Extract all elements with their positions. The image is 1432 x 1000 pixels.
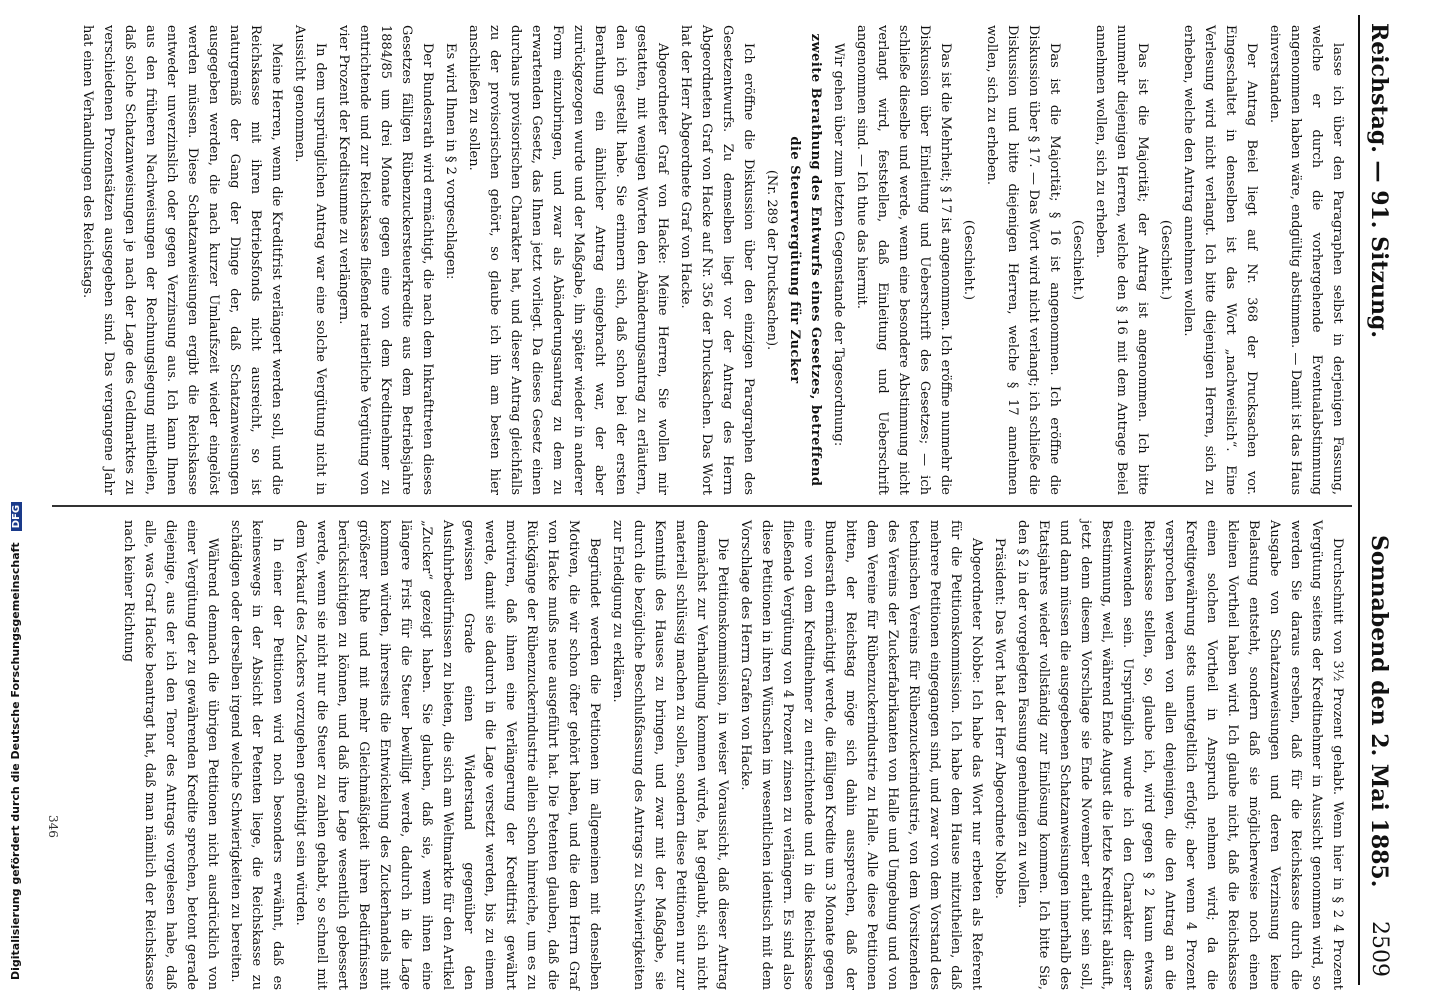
left-column-paragraph: (Geschieht.) [961,219,976,301]
left-column-paragraph: lasse ich über den Paragraphen selbst in derjenigen Fassung, welche er durch die vorhergehende Eventualabstimmung angenommen haben wäre, endgültig abstimmen. — Damit ist das Haus einverstanden. [1267,25,1345,495]
page-header [1358,15,1400,985]
header-page-number: 2509 [1367,921,1392,977]
right-column-paragraph: In einer der Petitionen wird noch besonders erwähnt, daß es keineswegs in der Absicht der Petenten liege, die Reichskasse zu schädigen oder derselben irgend welche Schwierigkeiten zu bereiten. [228,520,285,990]
left-column-paragraph: Das ist die Majorität; § 16 ist angenommen. Ich eröffne die Diskussion über § 17. — Das Wort wird nicht verlangt; ich schließe die Diskussion und bitte diejenigen Herren, welche § 17 annehmen wollen, sich zu erheben. [984,25,1062,495]
header-date: Sonnabend den 2. Mai 1885. [1366,535,1392,888]
left-column-paragraph: Meine Herren, wenn die Kreditfrist verlängert werden soll, und die Reichskasse mit ihren Betriebsfonds nicht ausreicht, so ist naturgemäß der Gang der Dinge der, daß Schatzanweisungen ausgegeben werden, die nach kurzer Umlaufszeit wieder eingelöst werden müssen. Diese Schatzanweisungen ergibt die Reichskasse entweder unverzinslich oder gegen Verzinsung aus. Ich kann Ihnen aus den früheren Nachweisungen der Rechnungslegung mittheilen, daß solche Schatzanweisungen je nach der Lage des Geldmarktes zu verschiedenen Prozentsätzen ausgegeben sind. Das vergangene Jahr hat einen Verhandlungen des Reichstags. [80,25,284,495]
left-column-paragraph: Abgeordneter Graf von Hacke: Meine Herren, Sie wollen mir gestatten, mit wenigen Worten den Abänderungsantrag zu erläutern, den ich gestellt habe. Sie erinnern sich, daß schon bei der ersten Berathung ein ähnlicher Antrag eingebracht war, der aber zurückgezogen wurde und der Maßgabe, ihn später wieder in anderer Form einzubringen, und zwar als Abänderungsantrag zu dem zu erwartenden Gesetz, das Ihnen jetzt vorliegt. Da dieses Gesetz einen durchaus provisorischen Charakter hat, und dieser Antrag gleichfalls zu der provisorischen gehört, so glaube ich ihn am besten hier anschließen zu sollen. [466,25,670,495]
left-column-paragraph: Wir gehen über zum letzten Gegenstande der Tagesordnung: [831,43,846,447]
left-column-paragraph: In dem ursprünglichen Antrag war eine solche Vergütung nicht in Aussicht genommen. [292,25,328,495]
right-text-column [116,520,1348,990]
credit-text: Digitalisierung gefördert durch die Deutsche Forschungsgemeinschaft [9,542,22,980]
dfg-logo: DFG [11,502,22,531]
left-column-paragraph: Ich eröffne die Diskussion über den einzigen Paragraphen des Gesetzentwurfs. Zu demselben liegt vor der Antrag des Herrn Abgeordneten Graf von Hacke auf Nr. 356 der Drucksachen. Das Wort hat der Herr Abgeordnete Graf von Hacke. [678,25,756,495]
left-column-paragraph: Das ist die Majorität; der Antrag ist angenommen. Ich bitte nunmehr diejenigen Herren, welche den § 16 mit dem Antrage Beiel annehmen wollen, sich zu erheben. [1093,25,1150,495]
rotated-page-content [20,15,1400,990]
right-column-paragraph: Die Petitionskommission, in weiser Voraussicht, daß dieser Antrag demnächst zur Verhandlung kommen würde, hat geglaubt, sich nicht materiell schlüssig machen zu sollen, sondern diese Petitionen nur zur Kenntniß des Hauses zu bringen, und zwar mit der Maßgabe, sie durch die bezügliche Beschlußfassung des Antrags zu Schwierigkeiten zur Erledigung zu erklären. [610,520,730,990]
left-column-paragraph: Der Antrag Beiel liegt auf Nr. 368 der Drucksachen vor. Eingeschaltet in denselben ist das Wort „nachweislich“. Eine Verlesung wird nicht verlangt. Ich bitte diejenigen Herren, sich zu erheben, welche den Antrag annehmen wollen. [1181,25,1259,495]
digitization-credit [4,0,22,980]
right-column-paragraph: Während demnach die übrigen Petitionen nicht ausdrücklich von einer Vergütung der zu gewährenden Kredite sprechen, betont gerade diejenige, aus der ich den Tenor des Antrags vorgelesen habe, daß alle, was Graf Hacke beantragt hat, daß man nämlich der Reichskasse nach keiner Richtung [121,520,220,990]
left-column-paragraph: Es wird Ihnen in § 2 vorgeschlagen: [443,43,458,280]
left-column-paragraph: (Nr. 289 der Drucksachen). [764,169,779,351]
left-text-column [75,25,1348,495]
left-column-paragraph: zweite Berathung des Entwurfs eines Gesetzes, betreffend die Steuervergütung für Zucker [787,33,823,487]
header-session: Reichstag. — 91. Sitzung. [1366,23,1392,339]
right-column-paragraph: Durchschnitt von 3½ Prozent gehabt. Wenn hier in § 2 4 Prozent Vergütung seitens der Kreditnehmer in Aussicht genommen wird, so werden Sie daraus ersehen, daß für die Reichskasse durch die Ausgabe von Schatzanweisungen und deren Verzinsung keine Belastung entsteht, sondern daß sie möglicherweise noch einen kleinen Vortheil haben wird. Ich glaube nicht, daß die Reichskasse einen solchen Vortheil in Anspruch nehmen wird; da die Kreditgewährung stets unentgeltlich erfolgt; aber wenn 4 Prozent versprochen werden von allen denjenigen, die den Antrag an die Reichskasse stellen, so, glaube ich, wird gegen § 2 kaum etwas einzuwenden sein. Ursprünglich wurde ich den Charakter dieser Bestimmung, weil, während Ende August die letzte Kreditfrist abläuft, jetzt denn diesem Vorschlage sie Ende November erlaubt sein soll, und dann müssen die ausgegebenen Schatzanweisungen innerhalb des Etatsjahres wieder vollständig zur Einlösung kommen. Ich bitte Sie, den § 2 in der vorgelegten Fassung genehmigen zu wollen. [1015,520,1345,990]
left-column-paragraph: (Geschieht.) [1070,219,1085,301]
right-column-paragraph: Präsident: Das Wort hat der Herr Abgeordnete Nobbe. [992,538,1007,899]
left-column-paragraph: (Geschieht.) [1158,219,1173,301]
right-column-paragraph: Begründet werden die Petitionen im allgemeinen mit denselben Motiven, die wir schon öfter gehört haben, und die dem Herrn Graf von Hacke mußs neue ausgeführt hat. Die Petenten glauben, daß die Rückgänge der Rübenzuckerindustrie allein schon hinreiche, um es zu motiviren, daß ihnen eine Verlängerung der Kreditfrist gewährt werde, damit sie dadurch in die Lage versetzt werden, bis zu einem gewissen Grade einen Widerstand gegenüber den Ausfuhrbedürfnissen zu bieten, die sich am Weltmarkte für den Artikel „Zucker“ gezeigt haben. Sie glauben, daß sie, wenn ihnen eine längere Frist für die Steuer bewilligt werde, dadurch in die Lage kommen würden, ihrerseits die Entwickelung des Zuckerhandels mit größerer Ruhe und mit mehr Gleichmäßigkeit ihren Bedürfnissen berücksichtigen zu können, und daß ihre Lage wesentlich gebessert werde, wenn sie nicht nur die Steuer zu zahlen gehabt, so schnell mit dem Verkauf des Zuckers vorzugehen genöthigt sein würden. [293,520,602,990]
bottom-page-number: 346 [46,815,60,838]
right-column-paragraph: Abgeordneter Nobbe: Ich habe das Wort nur erbeten als Referent für die Petitionskommission. Ich habe dem Hause mitzutheilen, daß mehrere Petitionen eingegangen sind, und zwar von dem Vorstand des technischen Vereins für Rübenzuckerindustrie, von dem Vorsitzenden des Vereins der Zuckerfabrikanten von Halle und Umgebung und von dem Vereine für Rübenzuckerindustrie zu Halle. Alle diese Petitionen bitten, der Reichstag möge sich dahin aussprechen, daß der Bundesrath ermächtigt werde, die fälligen Kredite um 3 Monate gegen eine von dem Kreditnehmer zu entrichtende und in die Reichskasse fließende Vergütung von 4 Prozent zinsen zu verlängern. Es sind also diese Petitionen in ihren Wünschen im wesentlichen identisch mit dem Vorschlage des Herrn Grafen von Hacke. [738,520,984,990]
left-column-paragraph: Der Bundesrath wird ermächtigt, die nach dem Inkrafttreten dieses Gesetzes fälligen Rübenzuckersteuerkredite aus dem Betriebsjahre 1884/85 um drei Monate gegen eine von dem Kreditnehmer zu entrichtende und zur Reichskasse fließende ratierliche Vergütung von vier Prozent der Kreditsumme zu verlängern. [336,25,435,495]
left-column-paragraph: Das ist die Mehrheit; § 17 ist angenommen. Ich eröffne nunmehr die Diskussion über Einleitung und Ueberschrift des Gesetzes; — ich schließe dieselbe und werde, wenn eine besondere Abstimmung nicht verlangt wird, feststellen, daß Einleitung und Ueberschrift angenommen sind. — Ich thue das hiermit. [854,25,953,495]
column-divider [52,505,1352,507]
